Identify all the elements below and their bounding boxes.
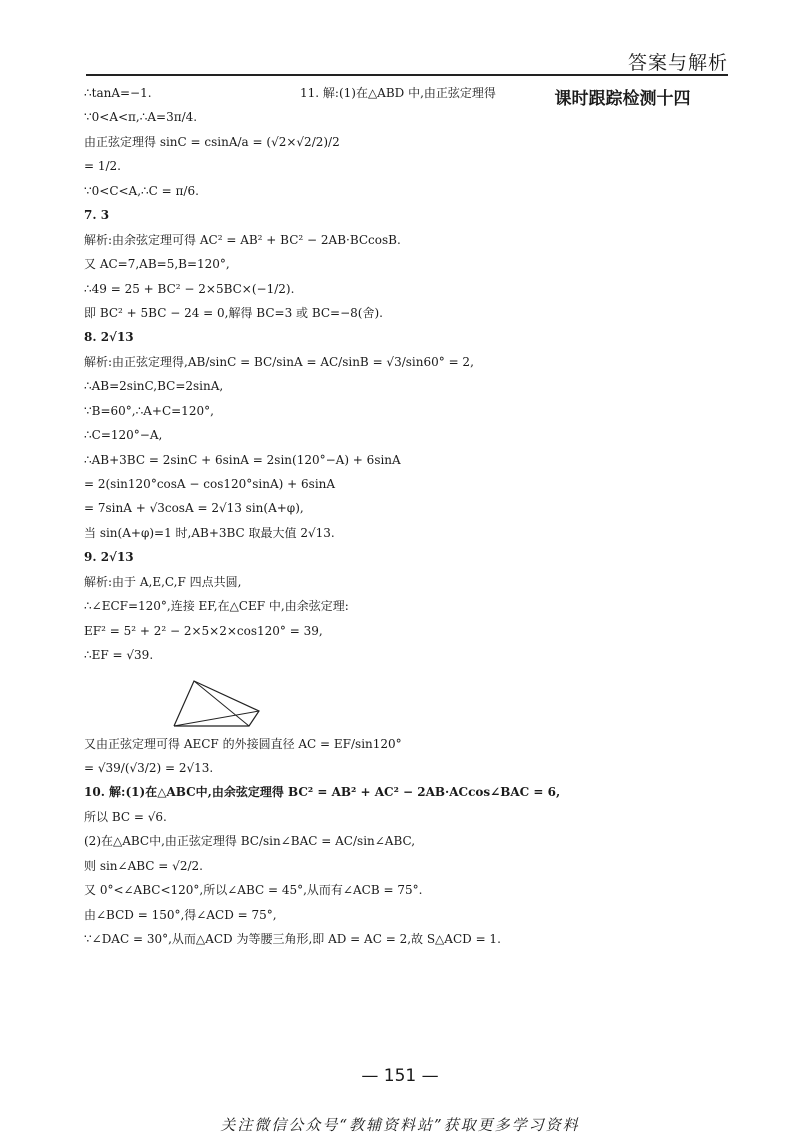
problem-number: 9. 2√13 <box>84 550 134 565</box>
solution-line: 解析:由余弦定理可得 AC² = AB² + BC² − 2AB·BCcosB. <box>84 232 401 247</box>
solution-line: = 2(sin120°cosA − cos120°sinA) + 6sinA <box>84 477 336 491</box>
solution-line: = 7sinA + √3cosA = 2√13 sin(A+φ), <box>84 501 304 516</box>
solution-line: ∵0<C<A,∴C = π/6. <box>84 183 199 198</box>
solution-line: ∴EF = √39. <box>84 648 154 663</box>
solution-line: 则 sin∠ABC = √2/2. <box>84 858 203 873</box>
solution-line: EF² = 5² + 2² − 2×5×2×cos120° = 39, <box>84 623 323 638</box>
solution-line: ∴AB+3BC = 2sinC + 6sinA = 2sin(120°−A) + 6sinA <box>84 452 401 467</box>
solution-line: 解析:由正弦定理得,AB/sinC = BC/sinA = AC/sinB = √3/sin60° = 2, <box>84 354 474 369</box>
solution-line: 又 0°<∠ABC<120°,所以∠ABC = 45°,从而有∠ACB = 75°. <box>84 883 423 898</box>
problem-number: 8. 2√13 <box>84 330 134 345</box>
solution-line: ∵0<A<π,∴A=3π/4. <box>84 110 198 125</box>
problem-number: 7. 3 <box>84 208 110 223</box>
solution-line: = √39/(√3/2) = 2√13. <box>84 760 214 775</box>
page-number: — 151 — <box>361 1066 439 1086</box>
solution-line: ∴C=120°−A, <box>84 428 163 443</box>
solution-line: 所以 BC = √6. <box>84 809 167 824</box>
solution-line: ∴49 = 25 + BC² − 2×5BC×(−1/2). <box>84 281 295 296</box>
page-header <box>86 40 728 76</box>
solution-line: ∵∠DAC = 30°,从而△ACD 为等腰三角形,即 AD = AC = 2,故 S△ACD = 1. <box>84 932 501 946</box>
header-title: 答案与解析 <box>627 52 728 74</box>
solution-line: (2)在△ABC中,由正弦定理得 BC/sin∠BAC = AC/sin∠ABC, <box>84 834 416 849</box>
solution-line: 即 BC² + 5BC − 24 = 0,解得 BC=3 或 BC=−8(舍). <box>84 305 383 320</box>
quadrilateral-figure <box>164 671 284 731</box>
solution-line: ∴AB=2sinC,BC=2sinA, <box>84 379 224 394</box>
solution-line: = 1/2. <box>84 159 121 174</box>
solution-line: ∵B=60°,∴A+C=120°, <box>84 403 214 418</box>
footer-note: 关注微信公众号“教辅资料站”获取更多学习资料 <box>220 1116 580 1134</box>
solution-line: 又 AC=7,AB=5,B=120°, <box>84 257 230 272</box>
solution-line: 解析:由于 A,E,C,F 四点共圆, <box>84 574 242 589</box>
middle-column-heading: 11. 解:(1)在△ABD 中,由正弦定理得 <box>300 86 496 100</box>
solution-line: 由∠BCD = 150°,得∠ACD = 75°, <box>84 907 277 922</box>
right-column <box>515 84 730 116</box>
problem-number: 10. 解:(1)在△ABC中,由余弦定理得 BC² = AB² + AC² − 2AB·ACcos∠BAC = 6, <box>84 785 561 800</box>
middle-column <box>300 84 510 108</box>
solution-line: ∴tanA=−1. <box>84 86 152 100</box>
solution-line: 又由正弦定理可得 AECF 的外接圆直径 AC = EF/sin120° <box>84 736 402 751</box>
section-heading: 课时跟踪检测十四 <box>554 89 691 109</box>
solution-line: ∴∠ECF=120°,连接 EF,在△CEF 中,由余弦定理: <box>84 599 349 614</box>
solution-line: 当 sin(A+φ)=1 时,AB+3BC 取最大值 2√13. <box>84 525 335 540</box>
solution-line: 由正弦定理得 sinC = csinA/a = (√2×√2/2)/2 <box>84 134 340 149</box>
